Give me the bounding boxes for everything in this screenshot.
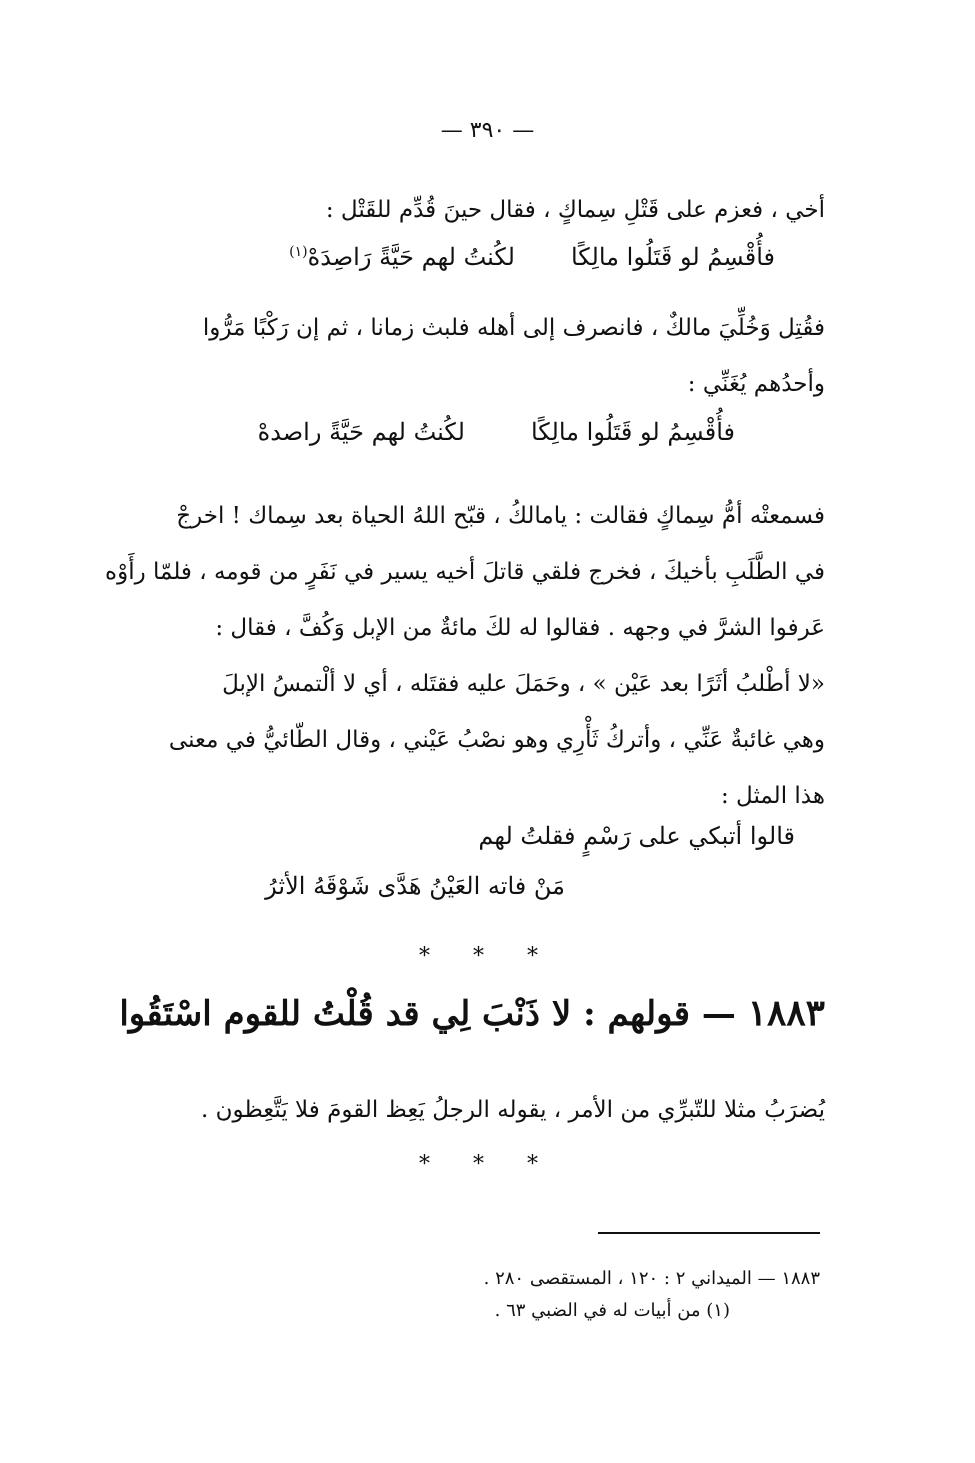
entry-number: ١٨٨٣	[747, 992, 825, 1034]
section-separator: * * *	[419, 1152, 556, 1177]
footnote-ref: (١)	[289, 244, 308, 260]
entry-heading	[119, 992, 825, 1034]
paragraph-narrative	[157, 300, 825, 412]
text-line: هذا المثل :	[720, 783, 825, 809]
paragraph-intro	[157, 182, 825, 238]
text-line: يُضرَبُ مثلا للتّبرِّي من الأمر ، يقوله الرجلُ يَعِظ القومَ فلا يَتَّعِظون .	[201, 1097, 825, 1123]
verse-second-hemistich-text: لكُنتُ لهم حَيَّةً رَاصِدَهْ	[307, 243, 515, 271]
text-line: في الطَّلَبِ بأخيكَ ، فخرج فلقي قاتلَ أخيه يسير في نَفَرٍ من قومه ، فلمّا رأَوْه	[105, 559, 825, 585]
text-line: أخي ، فعزم على قَتْلِ سِماكٍ ، فقال حينَ قُدِّم للقَتْل :	[325, 197, 825, 223]
page-number: — ٣٩٠ —	[440, 118, 535, 143]
verse-first-hemistich: فأُقْسِمُ لو قَتَلُوا مالِكًا	[530, 418, 735, 446]
entry-proverb: قولهم : لا ذَنْبَ لِي قد قُلْتُ للقوم اسْتَقُوا	[119, 994, 690, 1034]
verse-1	[157, 243, 825, 283]
text-line: فسمعتْه أمُّ سِماكٍ فقالت : يامالكُ ، قبّح اللهُ الحياة بعد سِماك ! اخرجْ	[176, 503, 825, 529]
text-line: وأحدُهم يُغَنِّي :	[687, 371, 825, 397]
text-line: فقُتِل وَخُلِّيَ مالكٌ ، فانصرف إلى أهله فلبث زمانا ، ثم إن رَكْبًا مَرُّوا	[202, 315, 825, 341]
verse-second-hemistich: لكُنتُ لهم حَيَّةً راصدهْ	[257, 418, 465, 446]
entry-dash: —	[701, 994, 736, 1034]
footnote-source: ١٨٨٣ — الميداني ٢ : ١٢٠ ، المستقصى ٢٨٠ .	[483, 1268, 820, 1289]
verse-2	[157, 418, 825, 458]
text-line: عَرفوا الشرَّ في وجهه . فقالوا له لكَ مائةٌ من الإبل وَكُفَّ ، فقال :	[215, 615, 825, 641]
footnote-1: (١) من أبيات له في الضبي ٦٣ .	[494, 1300, 730, 1321]
footnote-divider	[598, 1232, 820, 1234]
verse-3-line-2	[157, 872, 825, 912]
text-line: «لا أطْلبُ أثَرًا بعد عَيْن » ، وحَمَلَ عليه فقتَله ، أي لا ألْتمسُ الإبلَ	[222, 671, 825, 697]
verse-3-line-1	[157, 822, 825, 862]
text-line: وهي غائبةٌ عَنِّي ، وأتركُ ثَأْرِي وهو نصْبُ عَيْني ، وقال الطّائيُّ في معنى	[168, 727, 825, 753]
verse-second-hemistich	[289, 243, 515, 271]
paragraph-explanation	[157, 1082, 825, 1138]
verse-first-hemistich: فأُقْسِمُ لو قَتَلُوا مالِكًا	[570, 243, 775, 271]
verse-line: قالوا أتبكي على رَسْمٍ فقلتُ لهم	[478, 822, 795, 850]
section-separator: * * *	[419, 944, 556, 969]
verse-line: مَنْ فاته العَيْنُ هَدَّى شَوْقَهُ الأثرُ	[265, 872, 565, 900]
paragraph-story	[105, 488, 825, 824]
